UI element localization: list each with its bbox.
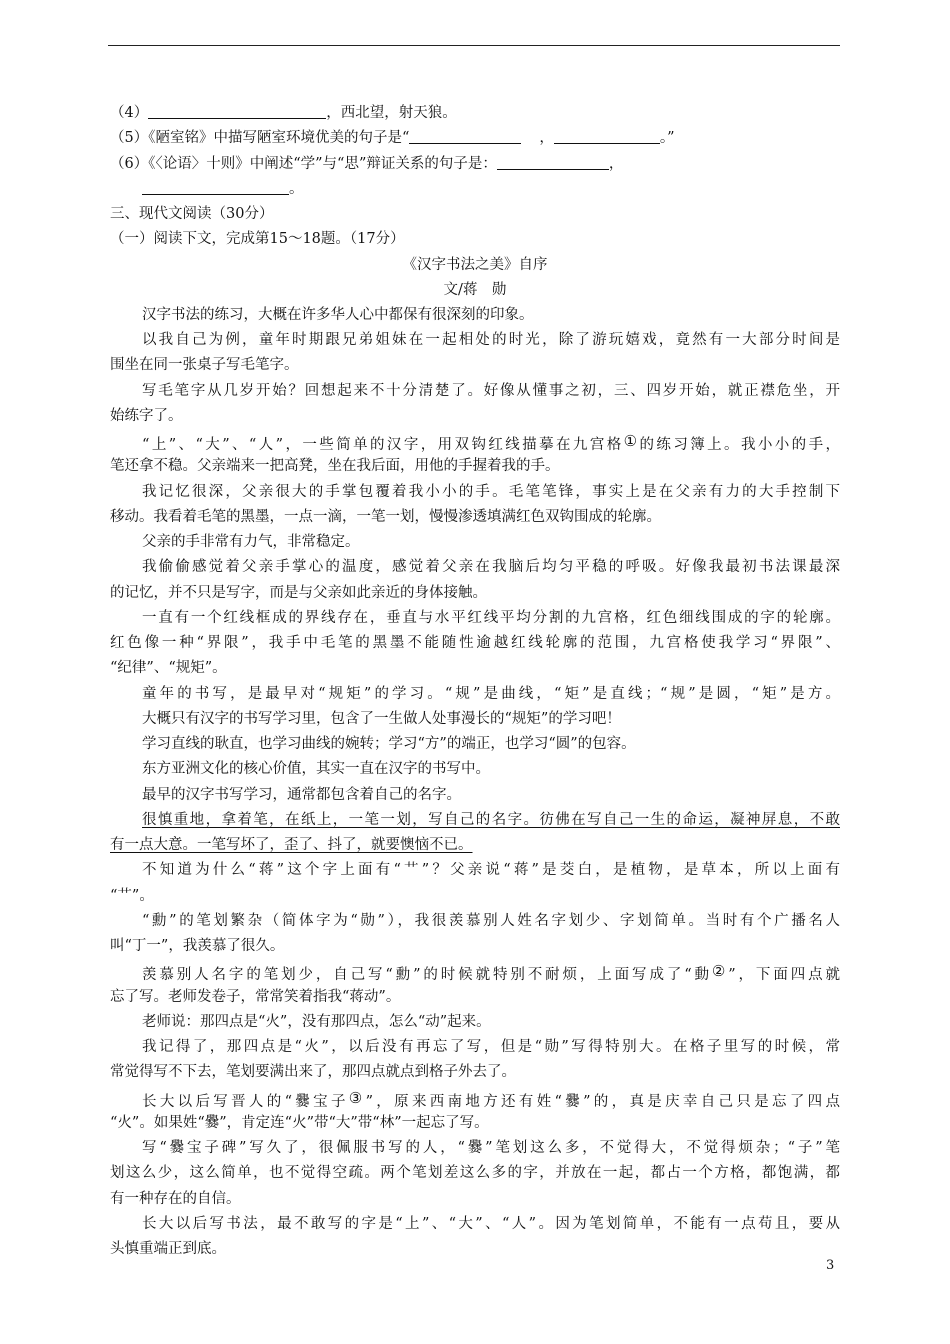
paragraph-line: “纪律”、“规矩”。 <box>110 660 227 676</box>
paragraph-line: 大概只有汉字的书写学习里，包含了一生做人处事漫长的“规矩”的学习吧！ <box>142 711 621 727</box>
article-author: 文/蒋 勋 <box>443 282 507 298</box>
paragraph-line: 老师说：那四点是“火”，没有那四点，怎么“动”起来。 <box>142 1014 491 1030</box>
answer-blank[interactable] <box>148 104 326 119</box>
question-5 <box>110 129 675 147</box>
question-text: （5）《陋室铭》中描写陋室环境优美的句子是“ <box>110 130 410 146</box>
question-text: 。” <box>659 130 675 146</box>
answer-blank[interactable] <box>554 129 660 144</box>
text-run: 长大以后写晋人的“爨宝子 <box>142 1094 349 1110</box>
question-text: 。 <box>289 181 304 197</box>
paragraph-line: 以我自己为例，童年时期跟兄弟姐妹在一起相处的时光，除了游玩嬉戏，竟然有一大部分时间是 <box>142 332 840 348</box>
paragraph-line: 笔还拿不稳。父亲端来一把高凳，坐在我后面，用他的手握着我的手。 <box>110 458 560 474</box>
question-text: （6）《〈论语〉十则》中阐述“学”与“思”辩证关系的句子是： <box>110 156 497 172</box>
paragraph-line: 有一种存在的自信。 <box>110 1191 241 1207</box>
paragraph-line: 写“爨宝子碑”写久了，很佩服书写的人，“爨”笔划这么多，不觉得大，不觉得烦杂；“子”笔 <box>142 1140 840 1156</box>
paragraph-line: 红色像一种“界限”，我手中毛笔的黑墨不能随性逾越红线轮廓的范围，九宫格使我学习“界限”、 <box>110 635 840 651</box>
paragraph-line: 最早的汉字书写学习，通常都包含着自己的名字。 <box>142 787 461 803</box>
paragraph-line: 我记忆很深，父亲很大的手掌包覆着我小小的手。毛笔笔锋，事实上是在父亲有力的大手控制下 <box>142 484 840 500</box>
paragraph-line: “火”。如果姓“爨”，肯定连“火”带“大”带“林”一起忘了写。 <box>110 1115 489 1131</box>
text-run: 羡慕别人名字的笔划少，自己写“勳”的时候就特别不耐烦，上面写成了“動 <box>142 967 712 983</box>
question-6-cont <box>142 180 304 198</box>
footnote-mark: ③ <box>348 1089 366 1107</box>
footnote-mark: ② <box>711 962 729 980</box>
text-run: ”，原来西南地方还有姓“爨”的，真是庆幸自己只是忘了四点 <box>365 1094 840 1110</box>
paragraph-line: 始练字了。 <box>110 408 183 424</box>
paragraph-line: “勳”的笔划繁杂（简体字为“勋”），我很羡慕别人姓名字划少、字划简单。当时有个广播名人 <box>142 913 840 929</box>
question-text: ， <box>608 156 624 172</box>
question-text: ， <box>539 130 554 146</box>
paragraph-line: 学习直线的耿直，也学习曲线的婉转；学习“方”的端正，也学习“圆”的包容。 <box>142 736 636 752</box>
answer-blank[interactable] <box>409 129 521 144</box>
paragraph-line: 汉字书法的练习，大概在许多华人心中都保有很深刻的印象。 <box>142 307 534 323</box>
paragraph-line: 围坐在同一张桌子写毛笔字。 <box>110 357 299 373</box>
answer-blank[interactable] <box>142 180 289 195</box>
paragraph-line: 的记忆，并不只是写字，而是与父亲如此亲近的身体接触。 <box>110 585 487 601</box>
text-run: ”，下面四点就 <box>728 967 840 983</box>
answer-blank[interactable] <box>497 155 609 170</box>
paragraph-line: 忘了写。老师发卷子，常常笑着指我“蒋动”。 <box>110 989 401 1005</box>
underlined-line: 很慎重地，拿着笔，在纸上，一笔一划，写自己的名字。彷佛在写自己一生的命运，凝神屏息，不敢 <box>142 812 840 828</box>
sub-heading: （一）阅读下文，完成第15～18题。（17分） <box>110 231 405 247</box>
paragraph-line: 常觉得写不下去，笔划要满出来了，那四点就点到格子外去了。 <box>110 1064 516 1080</box>
paragraph-line: 东方亚洲文化的核心价值，其实一直在汉字的书写中。 <box>142 761 490 777</box>
paragraph-line: 头慎重端正到底。 <box>110 1241 226 1257</box>
header-rule <box>108 45 840 46</box>
paragraph-line: 我记得了，那四点是“火”，以后没有再忘了写，但是“勋”写得特别大。在格子里写的时候，常 <box>142 1039 840 1055</box>
question-4 <box>110 104 457 122</box>
paragraph-line: “艹”。 <box>110 888 154 904</box>
article-title: 《汉字书法之美》自序 <box>402 257 548 273</box>
paragraph-line: 一直有一个红线框成的界线存在，垂直与水平红线平均分割的九宫格，红色细线围成的字的轮廓。 <box>142 610 840 626</box>
paragraph-line <box>142 432 840 454</box>
paragraph-line: 叫“丁一”，我羡慕了很久。 <box>110 938 285 954</box>
paragraph-line: 长大以后写书法，最不敢写的字是“上”、“大”、“人”。因为笔划简单，不能有一点苟且，要从 <box>142 1216 840 1232</box>
page-number: 3 <box>826 1258 835 1273</box>
footnote-mark: ① <box>623 432 640 450</box>
section-heading: 三、现代文阅读（30分） <box>110 206 274 222</box>
paragraph-line <box>142 962 840 984</box>
paragraph-line: 我偷偷感觉着父亲手掌心的温度，感觉着父亲在我脑后均匀平稳的呼吸。好像我最初书法课最深 <box>142 559 840 575</box>
paragraph-line: 写毛笔字从几岁开始？回想起来不十分清楚了。好像从懂事之初，三、四岁开始，就正襟危坐，开 <box>142 383 840 399</box>
paragraph-line: 童年的书写，是最早对“规矩”的学习。“规”是曲线，“矩”是直线；“规”是圆，“矩”是方。 <box>142 686 840 702</box>
paragraph-line: 移动。我看着毛笔的黑墨，一点一滴，一笔一划，慢慢渗透填满红色双钩围成的轮廓。 <box>110 509 661 525</box>
question-text: ，西北望，射天狼。 <box>326 105 457 121</box>
paragraph-line: 不知道为什么“蒋”这个字上面有“艹”？父亲说“蒋”是茭白，是植物，是草本，所以上面有 <box>142 862 840 878</box>
text-run: 的练习簿上。我小小的手， <box>639 437 840 453</box>
question-number: （4） <box>110 105 149 121</box>
paragraph-line: 父亲的手非常有力气，非常稳定。 <box>142 534 360 550</box>
underlined-line: 有一点大意。一笔写坏了，歪了、抖了，就要懊恼不已。 <box>110 837 473 853</box>
paragraph-line: 划这么少，这么简单，也不觉得空疏。两个笔划差这么多的字，并放在一起，都占一个方格，都饱满，都 <box>110 1165 840 1181</box>
text-run: “上”、“大”、“人”，一些简单的汉字，用双钩红线描摹在九宫格 <box>142 437 624 453</box>
question-6 <box>110 155 623 173</box>
paragraph-line <box>142 1089 840 1111</box>
